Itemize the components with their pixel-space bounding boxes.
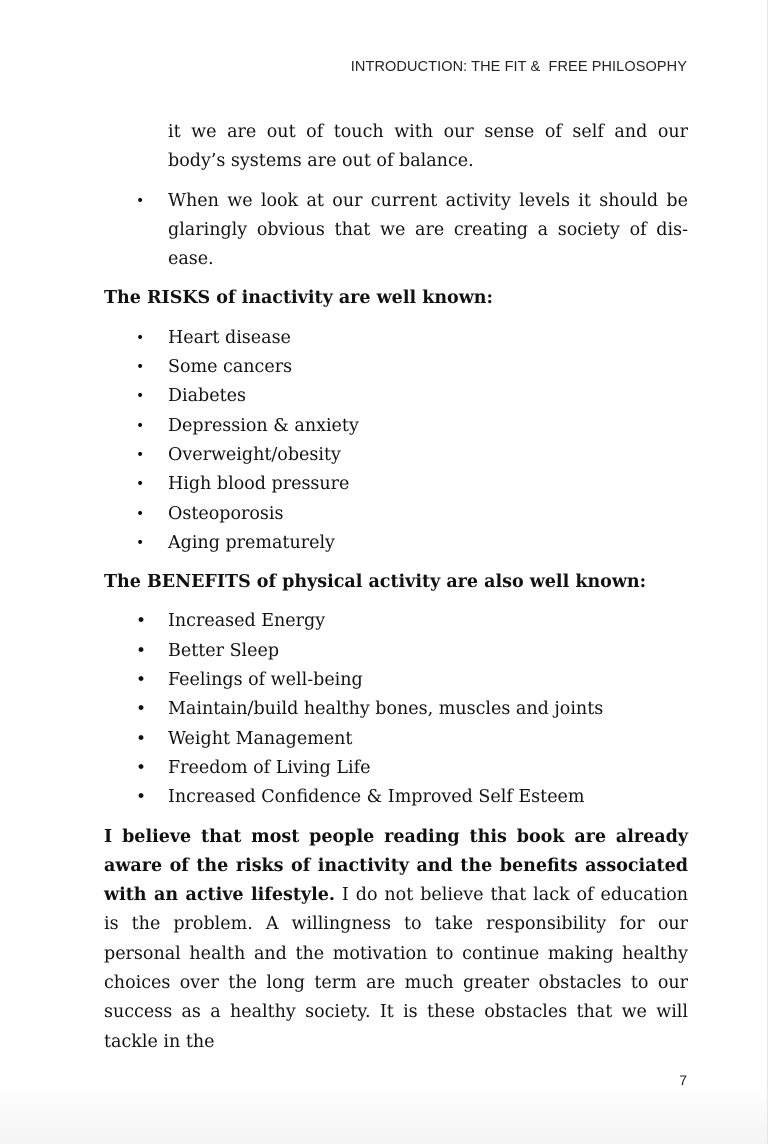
list-item — [104, 324, 688, 353]
bullet-icon: • — [136, 476, 145, 493]
bullet-icon: • — [136, 388, 145, 405]
bullet-icon: • — [136, 329, 145, 346]
bullet-icon: • — [136, 699, 147, 720]
bullet-icon: • — [136, 359, 145, 376]
list-item-text: Depression & anxiety — [168, 415, 359, 436]
risks-list — [104, 324, 688, 558]
list-item-text: High blood pressure — [168, 474, 350, 495]
benefits-list — [104, 607, 688, 812]
bullet-icon: • — [136, 192, 145, 209]
bullet-icon: • — [136, 670, 147, 691]
list-item-text: When we look at our current activity levels it should be glaringly obvious that we are creating a society of dis-ease. — [168, 190, 688, 270]
running-head: INTRODUCTION: THE FIT & FREE PHILOSOPHY — [350, 59, 687, 75]
list-item — [104, 412, 688, 441]
bullet-icon: • — [136, 611, 147, 632]
bullet-icon: • — [136, 787, 147, 808]
list-item — [104, 637, 688, 666]
page-body — [104, 118, 688, 1057]
bullet-icon: • — [136, 446, 145, 463]
risks-heading: The RISKS of inactivity are well known: — [104, 288, 493, 309]
list-item-text: Maintain/build healthy bones, muscles and joints — [168, 699, 604, 720]
intro-bullet-list — [104, 187, 688, 275]
list-item-text: Freedom of Living Life — [168, 757, 371, 778]
list-item — [104, 754, 688, 783]
list-item-text: Aging prematurely — [168, 532, 335, 553]
list-item-text: Weight Management — [168, 728, 353, 749]
list-item — [104, 500, 688, 529]
page-number: 7 — [679, 1072, 687, 1088]
list-item — [104, 783, 688, 812]
list-item — [104, 441, 688, 470]
list-item-text: Osteoporosis — [168, 503, 284, 524]
bullet-icon: • — [136, 417, 145, 434]
benefits-heading: The BENEFITS of physical activity are also well known: — [104, 572, 647, 593]
list-item — [104, 529, 688, 558]
list-item — [104, 666, 688, 695]
list-item-text: Overweight/obesity — [168, 444, 341, 465]
closing-bold-lead: I believe that most people reading this book are already aware of the risks of inactivity and the benefits associated with an active lifestyle. — [104, 826, 688, 906]
list-item — [104, 187, 688, 275]
list-item — [104, 470, 688, 499]
list-item-text: Better Sleep — [168, 640, 280, 661]
bullet-icon: • — [136, 640, 147, 661]
list-item-text: Increased Energy — [168, 611, 326, 632]
list-item-text: Diabetes — [168, 386, 246, 407]
list-item — [104, 725, 688, 754]
list-item — [104, 607, 688, 636]
list-item-text: Feelings of well-being — [168, 670, 363, 691]
bullet-icon: • — [136, 505, 145, 522]
list-item — [104, 695, 688, 724]
list-item-text: Some cancers — [168, 357, 293, 378]
continuation-paragraph: it we are out of touch with our sense of self and our body’s systems are out of balance. — [168, 122, 688, 172]
list-item-text: Increased Confidence & Improved Self Esteem — [168, 787, 585, 808]
closing-paragraph — [104, 823, 688, 1057]
bullet-icon: • — [136, 728, 147, 749]
bullet-icon: • — [136, 757, 147, 778]
closing-rest: I do not believe that lack of education is the problem. A willingness to take responsibility for our personal health and the motivation to continue making healthy choices over the long term are much greater obstacles to our success as a healthy society. It is these obstacles that we will tackle in the — [104, 885, 689, 1052]
list-item — [104, 382, 688, 411]
list-item-text: Heart disease — [168, 327, 291, 348]
list-item — [104, 353, 688, 382]
bullet-icon: • — [136, 534, 145, 551]
